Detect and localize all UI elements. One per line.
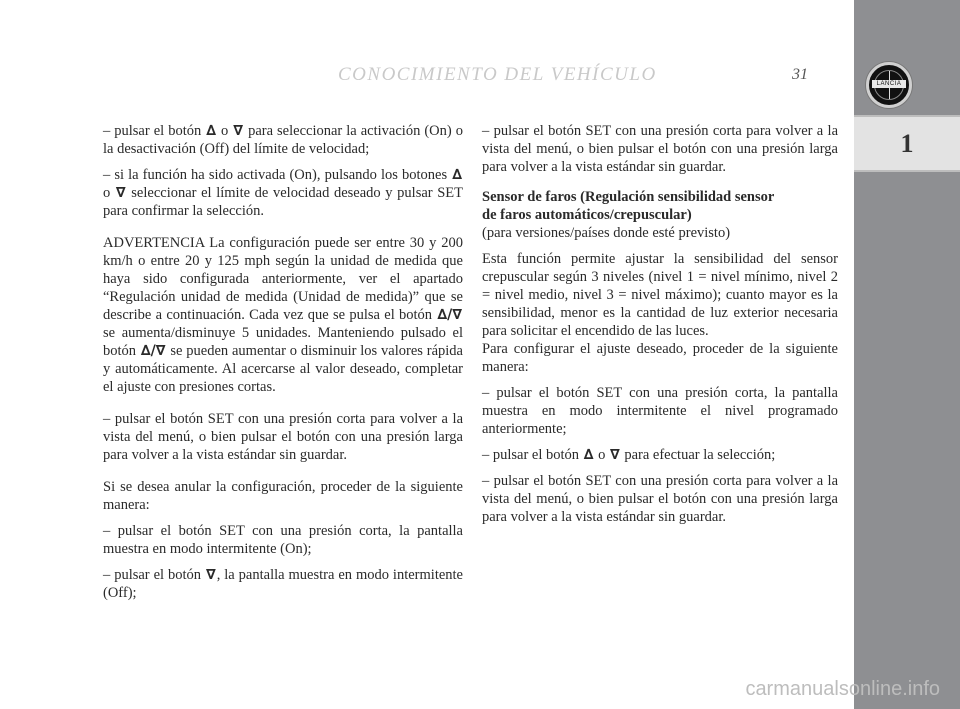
paragraph: Si se desea anular la configuración, proceder de la siguiente manera: [103, 479, 463, 513]
down-arrow-icon: ∇ [115, 185, 126, 201]
warning-paragraph: ADVERTENCIA La configuración puede ser entre 30 y 200 km/h o entre 20 y 125 mph según la unidad de medida que haya sido configurada anteriormente, ver el apartado “Regulación unidad de medida (Unidad de medida)” que se describe a continuación. Cada vez que se pulsa el botón ∆/∇ se aumenta/disminuye 5 unidades. Manteniendo pulsado el botón ∆/∇ se pueden aumentar o disminuir los valores rápida y automáticamente. Al acercarse al valor deseado, completar el ajuste con presiones cortas. [103, 235, 463, 395]
paragraph: – pulsar el botón ∇, la pantalla muestra en modo intermitente (Off); [103, 567, 463, 601]
right-column [482, 122, 838, 534]
paragraph: – si la función ha sido activada (On), pulsando los botones ∆ o ∇ seleccionar el límite de velocidad deseado y pulsar SET para confirmar la selección. [103, 167, 464, 219]
up-down-arrow-icon: ∆/∇ [437, 307, 462, 323]
page-number: 31 [792, 66, 808, 83]
up-arrow-icon: ∆ [583, 447, 594, 463]
up-down-arrow-icon: ∆/∇ [140, 343, 166, 359]
paragraph: Para configurar el ajuste deseado, proceder de la siguiente manera: [482, 341, 838, 375]
lancia-logo-icon [866, 62, 912, 108]
paragraph: – pulsar el botón ∆ o ∇ para seleccionar la activación (On) o la desactivación (Off) del límite de velocidad; [103, 123, 463, 157]
logo-lettering: LANCIA [872, 80, 906, 88]
paragraph: – pulsar el botón SET con una presión corta para volver a la vista del menú, o bien pulsar el botón con una presión larga para volver a la vista estándar sin guardar. [103, 411, 463, 463]
paragraph: – pulsar el botón SET con una presión corta, la pantalla muestra en modo intermitente (On); [103, 523, 463, 557]
paragraph: – pulsar el botón ∆ o ∇ para efectuar la selección; [482, 447, 776, 463]
section-subnote: (para versiones/países donde esté previsto) [482, 225, 731, 241]
section-heading: Sensor de faros (Regulación sensibilidad sensor de faros automáticos/crepuscular) [482, 189, 775, 223]
down-arrow-icon: ∇ [233, 123, 244, 139]
paragraph: – pulsar el botón SET con una presión corta para volver a la vista del menú, o bien pulsar el botón con una presión larga para volver a la vista estándar sin guardar. [482, 123, 838, 175]
down-arrow-icon: ∇ [205, 567, 216, 583]
down-arrow-icon: ∇ [609, 447, 620, 463]
left-column [103, 122, 463, 610]
chapter-indicator [854, 115, 960, 172]
paragraph: – pulsar el botón SET con una presión corta para volver a la vista del menú, o bien pulsar el botón con una presión larga para volver a la vista estándar sin guardar. [482, 473, 838, 525]
chapter-side-tab [854, 0, 960, 709]
watermark: carmanualsonline.info [745, 678, 940, 700]
running-header: CONOCIMIENTO DEL VEHÍCULO [338, 64, 657, 85]
paragraph: Esta función permite ajustar la sensibilidad del sensor crepuscular según 3 niveles (nivel 1 = nivel mínimo, nivel 2 = nivel medio, nivel 3 = nivel máximo); cuanto mayor es la sensibilidad, menor es la cantidad de luz exterior necesaria para solicitar el encendido de las luces. [482, 251, 838, 339]
up-arrow-icon: ∆ [452, 167, 462, 183]
chapter-number: 1 [900, 129, 914, 158]
paragraph: – pulsar el botón SET con una presión corta, la pantalla muestra en modo intermitente el nivel programado anteriormente; [482, 385, 838, 437]
up-arrow-icon: ∆ [206, 123, 217, 139]
